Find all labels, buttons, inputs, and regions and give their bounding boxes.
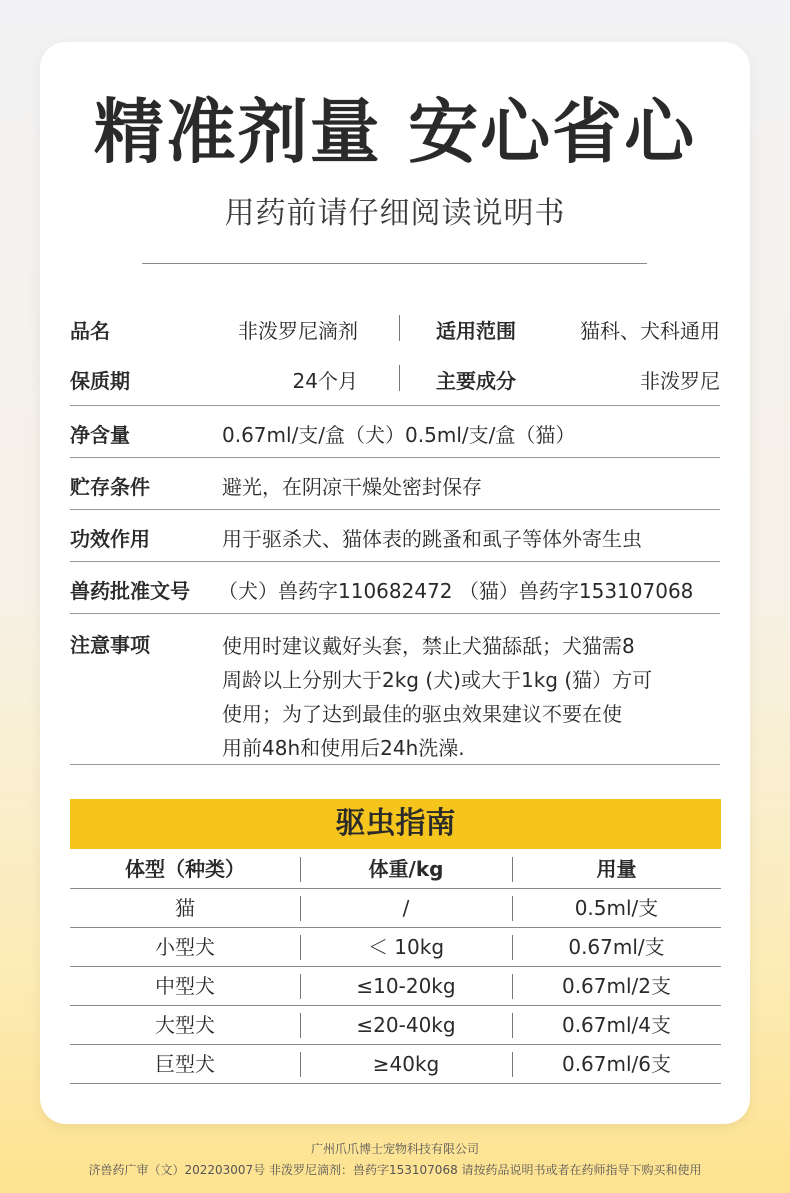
info-label: 品名 [70, 319, 110, 343]
table-row [70, 1006, 721, 1045]
table-cell: 中型犬 [155, 974, 215, 998]
info-value: （犬）兽药字110682472 （猫）兽药字153107068 [218, 579, 694, 603]
info-value: 避光，在阴凉干燥处密封保存 [222, 475, 482, 499]
info-row-storage [70, 458, 720, 510]
info-row-net-content [70, 406, 720, 458]
info-label: 保质期 [70, 369, 130, 393]
table-cell: ≥40kg [372, 1052, 440, 1076]
guide-title: 驱虫指南 [70, 799, 721, 849]
column-header: 体型（种类） [125, 857, 245, 881]
info-value: 用于驱杀犬、猫体表的跳蚤和虱子等体外寄生虫 [222, 527, 642, 551]
info-row-notes [70, 614, 720, 765]
info-row-effect [70, 510, 720, 562]
table-cell: 0.67ml/6支 [561, 1052, 672, 1076]
info-value: 0.67ml/支/盒（犬）0.5ml/支/盒（猫） [222, 423, 576, 447]
info-label: 净含量 [70, 423, 130, 447]
info-value: 猫科、犬科通用 [580, 319, 720, 343]
table-cell: 0.67ml/4支 [561, 1013, 672, 1037]
subtitle: 用药前请仔细阅读说明书 [224, 196, 566, 231]
table-cell: ＜ 10kg [367, 935, 445, 959]
info-value: 非泼罗尼滴剂 [238, 319, 358, 343]
table-cell: 猫 [175, 896, 195, 920]
column-separator [399, 315, 400, 341]
headline: 精准剂量 安心省心 [93, 91, 697, 173]
info-label: 主要成分 [436, 369, 516, 393]
divider [142, 263, 647, 264]
info-label: 贮存条件 [70, 475, 150, 499]
notes-line: 使用时建议戴好头套，禁止犬猫舔舐；犬猫需8 [222, 634, 635, 658]
dosage-guide-table [70, 850, 721, 1084]
product-info-table [70, 303, 720, 765]
table-header-row [70, 850, 721, 889]
table-row [70, 889, 721, 928]
notes-line: 周龄以上分别大于2kg (犬)或大于1kg (猫）方可 [222, 668, 653, 692]
column-header: 体重/kg [368, 857, 444, 881]
table-cell: 0.67ml/支 [568, 935, 665, 959]
table-cell: 0.5ml/支 [574, 896, 659, 920]
column-separator [399, 365, 400, 391]
table-cell: 0.67ml/2支 [561, 974, 672, 998]
table-cell: 巨型犬 [155, 1052, 215, 1076]
notes-text [222, 629, 692, 765]
info-row-shelf-life [70, 353, 720, 406]
info-row-name [70, 303, 720, 353]
info-value: 非泼罗尼 [640, 369, 720, 393]
table-cell: ≤20-40kg [356, 1013, 456, 1037]
table-cell: / [402, 896, 410, 920]
company-name: 广州爪爪博士宠物科技有限公司 [310, 1142, 479, 1156]
info-label: 兽药批准文号 [70, 579, 190, 603]
info-value: 24个月 [292, 369, 358, 393]
table-row [70, 967, 721, 1006]
table-row [70, 1045, 721, 1084]
notes-line: 用前48h和使用后24h洗澡. [222, 736, 465, 760]
notes-line: 使用；为了达到最佳的驱虫效果建议不要在使 [222, 702, 622, 726]
info-label: 功效作用 [70, 527, 150, 551]
table-cell: 小型犬 [155, 935, 215, 959]
info-row-approval [70, 562, 720, 614]
info-label: 适用范围 [436, 319, 516, 343]
legal-notice: 济兽药广审（文）202203007号 非泼罗尼滴剂：兽药字153107068 请按药品说明书或者在药师指导下购买和使用 [88, 1163, 702, 1177]
table-cell: ≤10-20kg [356, 974, 456, 998]
info-label: 注意事项 [70, 633, 150, 657]
table-row [70, 928, 721, 967]
table-cell: 大型犬 [155, 1013, 215, 1037]
column-header: 用量 [596, 857, 637, 881]
